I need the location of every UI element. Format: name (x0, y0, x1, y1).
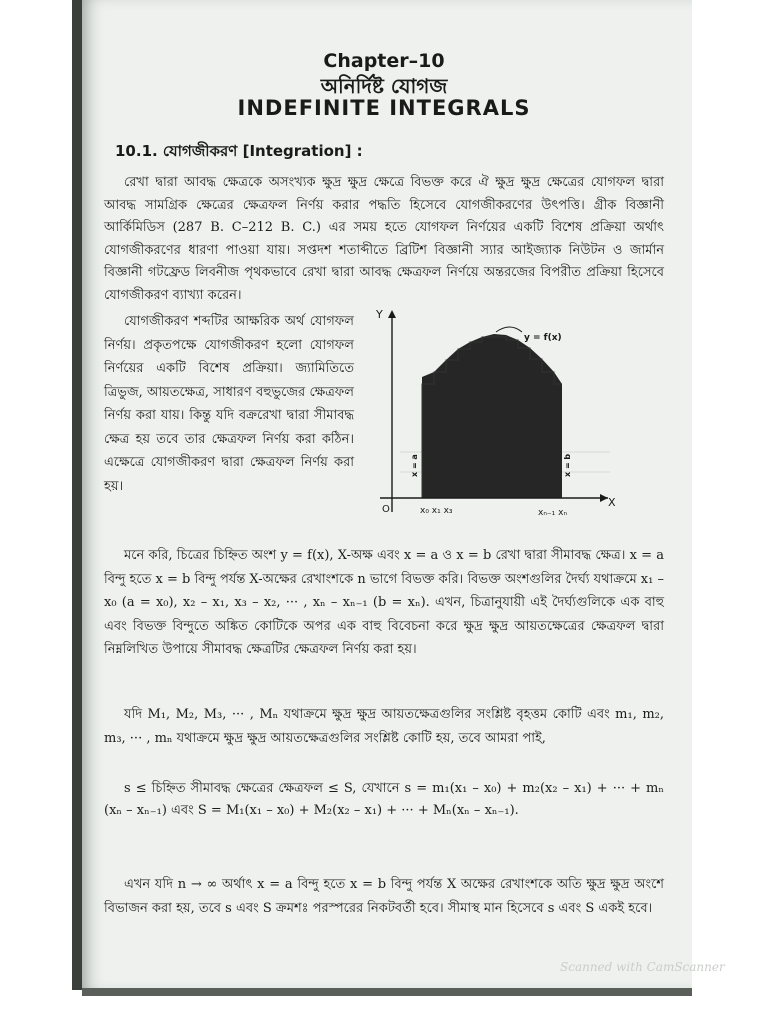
right-line-label: x = b (563, 453, 572, 477)
area-under-curve-figure (370, 302, 620, 532)
y-axis-arrow-icon (388, 310, 396, 318)
curve-label: y = f(x) (524, 333, 562, 343)
tick-labels-left: x₀ x₁ x₃ (420, 506, 453, 516)
y-axis-label: Y (376, 308, 383, 321)
paragraph-ordinates (104, 703, 664, 750)
page-bottom-edge (82, 988, 692, 996)
chapter-title-english: INDEFINITE INTEGRALS (237, 96, 531, 120)
paragraph-partition (104, 544, 664, 662)
paragraph-partition-text: মনে করি, চিত্রের চিহ্নিত অংশ y = f(x), X-অক্ষ এবং x = a ও x = b রেখা দ্বারা সীমাবদ্ধ ক্ষেত্র। x = a বিন্দু হতে x = b বিন্দু পর্যন্ত X-অক্ষের রেখাংশকে n ভাগে বিভক্ত করি। বিভক্ত অংশগুলির দৈর্ঘ্য যথাক্রমে x₁ – x₀ (a = x₀), x₂ – x₁, x₃ – x₂, ··· , xₙ – xₙ₋₁ (b = xₙ). এখন, চিত্রানুযায়ী এই দৈর্ঘ্যগুলিকে এক বাহু এবং বিভক্ত বিন্দুতে অঙ্কিত কোটিকে অপর এক বাহু বিবেচনা করে ক্ষুদ্র ক্ষুদ্র আয়তক্ষেত্রের ক্ষেত্রফল দ্বারা নিম্নলিখিত উপায়ে সীমাবদ্ধ ক্ষেত্রটির ক্ষেত্রফল নির্ণয় করা হয়। (104, 548, 664, 657)
paragraph-inequality-text: s ≤ চিহ্নিত সীমাবদ্ধ ক্ষেত্রের ক্ষেত্রফল ≤ S, যেখানে s = m₁(x₁ – x₀) + m₂(x₂ – x₁) + ··· + mₙ (xₙ – xₙ₋₁) এবং S = M₁(x₁ – x₀) + M₂(x₂ – x₁) + ··· + Mₙ(xₙ – xₙ₋₁). (104, 781, 664, 818)
tick-labels-right: xₙ₋₁ xₙ (538, 508, 568, 518)
paragraph-limit-text: এখন যদি n → ∞ অর্থাৎ x = a বিন্দু হতে x = b বিন্দু পর্যন্ত X অক্ষের রেখাংশকে অতি ক্ষুদ্র ক্ষুদ্র অংশে বিভাজন করা হয়, তবে s এবং S ক্রমশঃ পরস্পরের নিকটবর্তী হবে। সীমাস্থ মান হিসেবে s এবং S একই হবে। (104, 877, 664, 916)
paragraph-intro-text: রেখা দ্বারা আবদ্ধ ক্ষেত্রকে অসংখ্যক ক্ষুদ্র ক্ষুদ্র ক্ষেত্রে বিভক্ত করে ঐ ক্ষুদ্র ক্ষুদ্র ক্ষেত্রের যোগফল দ্বারা আবদ্ধ সামগ্রিক ক্ষেত্রের ক্ষেত্রফল নির্ণয় করার পদ্ধতি হিসেবে যোগজীকরণের উৎপত্তি। গ্রীক বিজ্ঞানী আর্কিমিডিস (287 B. C–212 B. C.) এর সময় হতে যোগফল নির্ণয়ের একটি বিশেষ প্রক্রিয়া অর্থাৎ যোগজীকরণের ধারণা পাওয়া যায়। সপ্তদশ শতাব্দীতে ব্রিটিশ বিজ্ঞানী স্যার আইজ্যাক নিউটন ও জার্মান বিজ্ঞানী গটফ্রেড লিবনীজ পৃথকভাবে রেখা দ্বারা আবদ্ধ ক্ষেত্রফল নির্ণয়ে অন্তরজের বিপরীত প্রক্রিয়া হিসেবে যোগজীকরণ ব্যাখ্যা করেন। (104, 175, 664, 303)
paragraph-meaning (104, 310, 354, 498)
paragraph-inequality (104, 778, 664, 822)
paragraph-limit (104, 873, 664, 920)
bleed-through-text: Scanned with CamScanner (560, 960, 725, 974)
paragraph-ordinates-text: যদি M₁, M₂, M₃, ··· , Mₙ যথাক্রমে ক্ষুদ্র ক্ষুদ্র আয়তক্ষেত্রগুলির সংশ্লিষ্ট বৃহত্তম কোটি এবং m₁, m₂, m₃, ··· , mₙ যথাক্রমে ক্ষুদ্র ক্ষুদ্র আয়তক্ষেত্রগুলির সংশ্লিষ্ট কোটি হয়, তবে আমরা পাই, (104, 707, 664, 746)
chapter-number: Chapter–10 (323, 50, 445, 72)
paragraph-intro (104, 172, 664, 307)
chapter-title-bengali: অনির্দিষ্ট যোগজ (320, 74, 448, 98)
x-axis-arrow-icon (600, 494, 608, 502)
x-axis-label: X (608, 496, 616, 509)
left-line-label: x = a (410, 454, 419, 477)
section-heading: 10.1. যোগজীকরণ [Integration] : (115, 142, 363, 160)
origin-label: O (382, 504, 390, 515)
curve-pointer-arrow (496, 327, 522, 332)
paragraph-meaning-text: যোগজীকরণ শব্দটির আক্ষরিক অর্থ যোগফল নির্ণয়। প্রকৃতপক্ষে যোগজীকরণ হলো যোগফল নির্ণয়ের একটি বিশেষ প্রক্রিয়া। জ্যামিতিতে ত্রিভুজ, আয়তক্ষেত্র, সাধারণ বহুভুজের ক্ষেত্রফল নির্ণয় করা যায়। কিন্তু যদি বক্ররেখা দ্বারা সীমাবদ্ধ ক্ষেত্র হয় তবে তার ক্ষেত্রফল নির্ণয় করা কঠিন। এক্ষেত্রে যোগজীকরণ দ্বারা ক্ষেত্রফল নির্ণয় করা হয়। (104, 314, 354, 494)
